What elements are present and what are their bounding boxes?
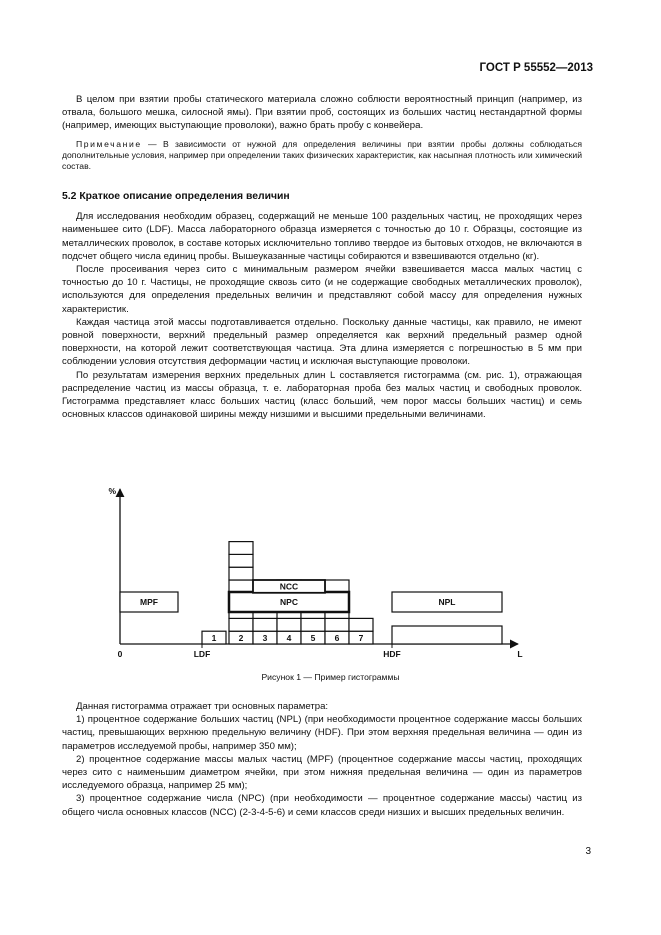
paragraph: Для исследования необходим образец, содержащий не меньше 100 раздельных частиц, не проходящих через наименьшее сито (LDF). Масса лабораторного образца измеряется с точностью до 10 г. Образцы, состоящие из металлических проволок, в составе которых исключительно топливо твердое из бытовых отходов, не включаются в подсчет общего числа единиц пробы. Вышеуказанные частицы собираются и взвешиваются отдельно (кг). [62,211,582,262]
tick-label-hdf: HDF [383,649,401,659]
document-id: ГОСТ Р 55552—2013 [479,62,593,74]
list-item: 2) процентное содержание массы малых частиц (MPF) (процентное содержание массы частиц, проходящих через сито с наименьшим диаметром ячейки, при этом нижняя предельная величина — один из параметров исследуемого образца, например 25 мм); [62,753,582,792]
histogram-cell [325,618,349,631]
x-axis-label: L [517,649,523,659]
paragraph: После просеивания через сито с минимальным размером ячейки взвешивается масса малых частиц с точностью до 10 г. Частицы, не проходящие сквозь сито (и не содержащие свободных металлических проволок), используются для определения предельных величин и представляют собой массу для определения нужных характеристик. [62,264,582,315]
list-item: 1) процентное содержание больших частиц (NPL) (при необходимости процентное содержание массы больших частиц, превышающих верхнюю предельную величину (HDF). При этом верхняя предельная величина — один из параметров исследуемой пробы, например 350 мм); [62,714,582,752]
class-label: 7 [358,633,364,643]
text-block-parameters [62,700,582,819]
tick-label-ldf: LDF [193,649,211,659]
histogram-cell [229,618,253,631]
note-label: Примечание [76,138,142,149]
page-number: 3 [585,846,591,857]
class-label: 3 [262,633,268,643]
class-label: 6 [334,633,340,643]
class-label: 1 [211,633,217,643]
npl-base-bar [392,626,502,644]
paragraph: В целом при взятии пробы статического материала сложно соблюсти вероятностный принцип (например, из отвала, большого мешка, силосной ямы). При взятии проб, состоящих из больших частиц нестандартной формы (например, имеющих выступающие проволоки), важно брать пробу с конвейера. [62,94,582,132]
mpf-label: MPF [140,597,158,607]
histogram-cell [229,542,253,555]
y-axis-label: % [108,486,116,496]
histogram-cell [277,618,301,631]
histogram-cell [301,618,325,631]
class-label: 2 [238,633,244,643]
histogram-cell [229,567,253,580]
list-item: 3) процентное содержание числа (NPC) (при необходимости — процентное содержание массы) частиц из общего числа основных классов (NCC) (2-3-4-5-6) и семи классов среди низших и высших предельных величин. [62,793,582,818]
histogram-cell [349,618,373,631]
histogram-cell [229,554,253,567]
origin-label: 0 [117,649,123,659]
paragraph: Данная гистограмма отражает три основных параметра: [76,701,329,712]
npl-label: NPL [438,597,456,607]
note-text: — В зависимости от нужной для определения величины при взятии пробы должны соблюдаться дополнительные условия, например при определении таких физических характеристик, как насыпная плотность или химический состав. [62,138,582,172]
figure-caption: Рисунок 1 — Пример гистограммы [261,672,400,682]
histogram-cell [253,618,277,631]
npc-label: NPC [280,597,298,607]
paragraph: Каждая частица этой массы подготавливается отдельно. Поскольку данные частицы, как правило, не имеют ровной поверхности, верхний предельный размер определяется как верхний предельный размер одной поверхности, на которой лежит соответствующая частица. Эта длина измеряется с погрешностью в 5 мм при соблюдении условия отсутствия деформации частиц и исключая выступающие проволоки. [62,316,582,368]
paragraph: По результатам измерения верхних предельных длин L составляется гистограмма (см. рис. 1), отражающая распределение частиц из массы образца, т. е. лабораторная проба без малых частиц и свободных проволок. Гистограмма представляет класс больших частиц (класс больший, чем порог массы больших частиц) и семь основных классов одинаковой ширины между низшими и высшими предельными величинами. [62,369,582,421]
ncc-label: NCC [279,581,299,592]
section-heading: 5.2 Краткое описание определения величин [62,191,290,202]
class-label: 5 [310,633,316,643]
class-label: 4 [286,633,292,643]
